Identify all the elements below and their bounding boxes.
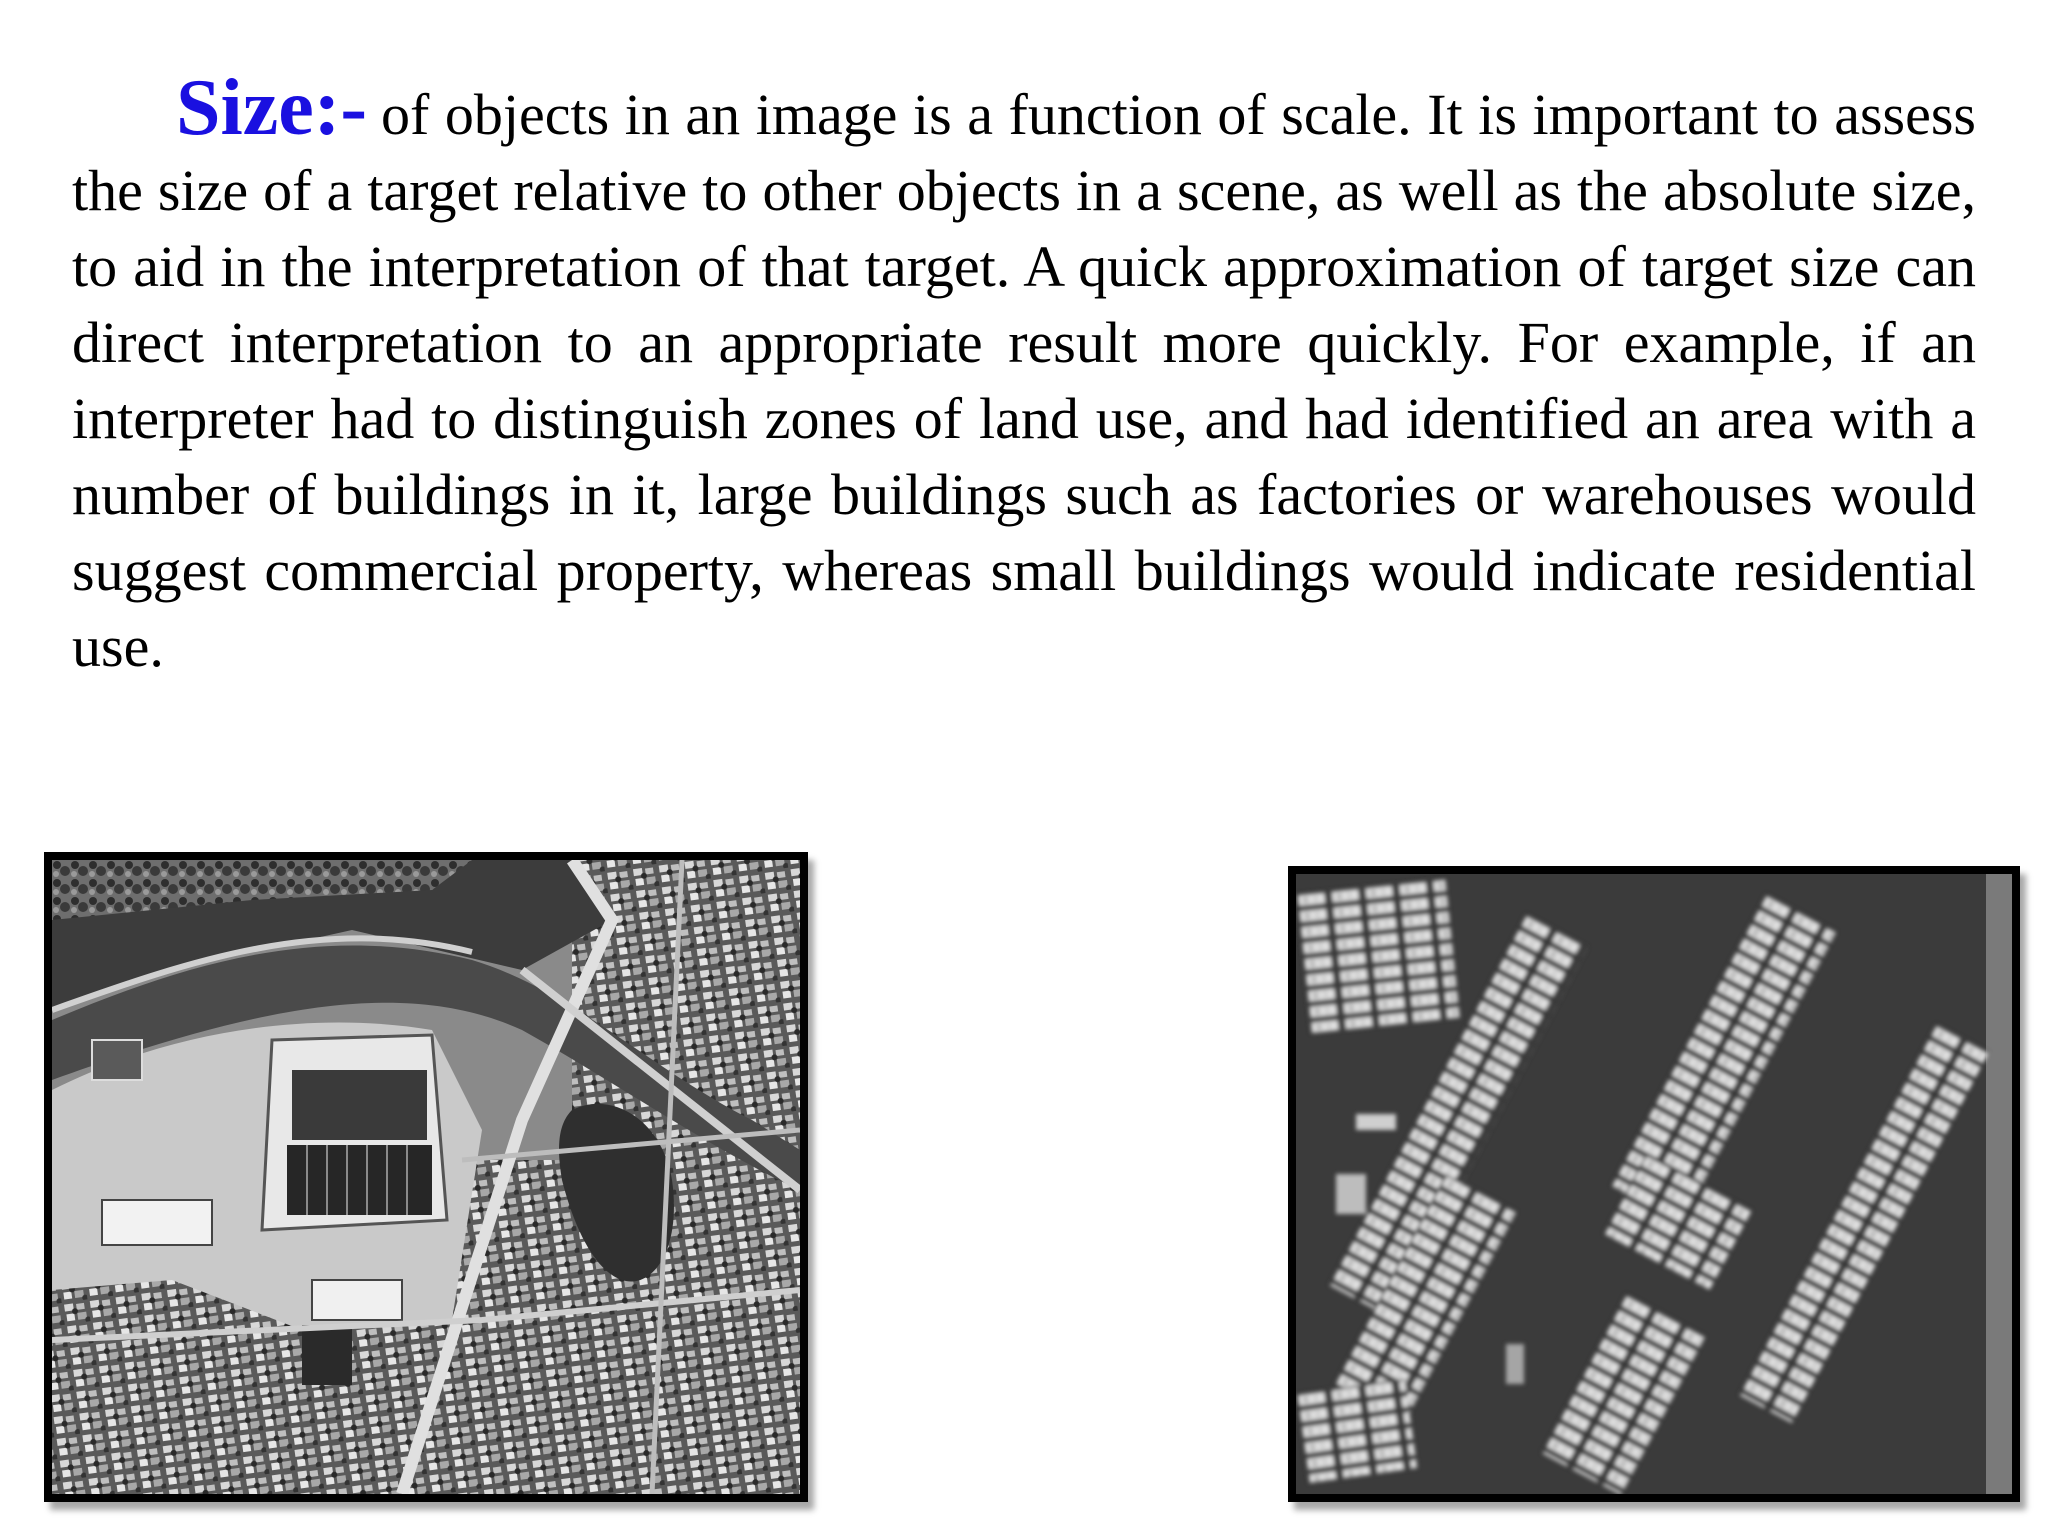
aerial-photo-buildings-icon [1296, 874, 2012, 1494]
aerial-photo-stadium-icon [52, 860, 800, 1494]
term-size: Size:- [176, 64, 368, 152]
aerial-photo-buildings [1288, 866, 2020, 1502]
definition-body: of objects in an image is a function of scale. It is important to assess the size of a target relative to other objects in a scene, as well as the absolute size, to aid in the interpretation of that target. A quick approximation of target size can direct interpretation to an appropriate result more quickly. For example, if an interpreter had to distinguish zones of land use, and had identified an area with a number of buildings in it, large buildings such as factories or warehouses would suggest commercial property, whereas small buildings would indicate residential use. [72, 82, 1976, 679]
aerial-photo-stadium [44, 852, 808, 1502]
size-definition-paragraph [72, 64, 1976, 685]
